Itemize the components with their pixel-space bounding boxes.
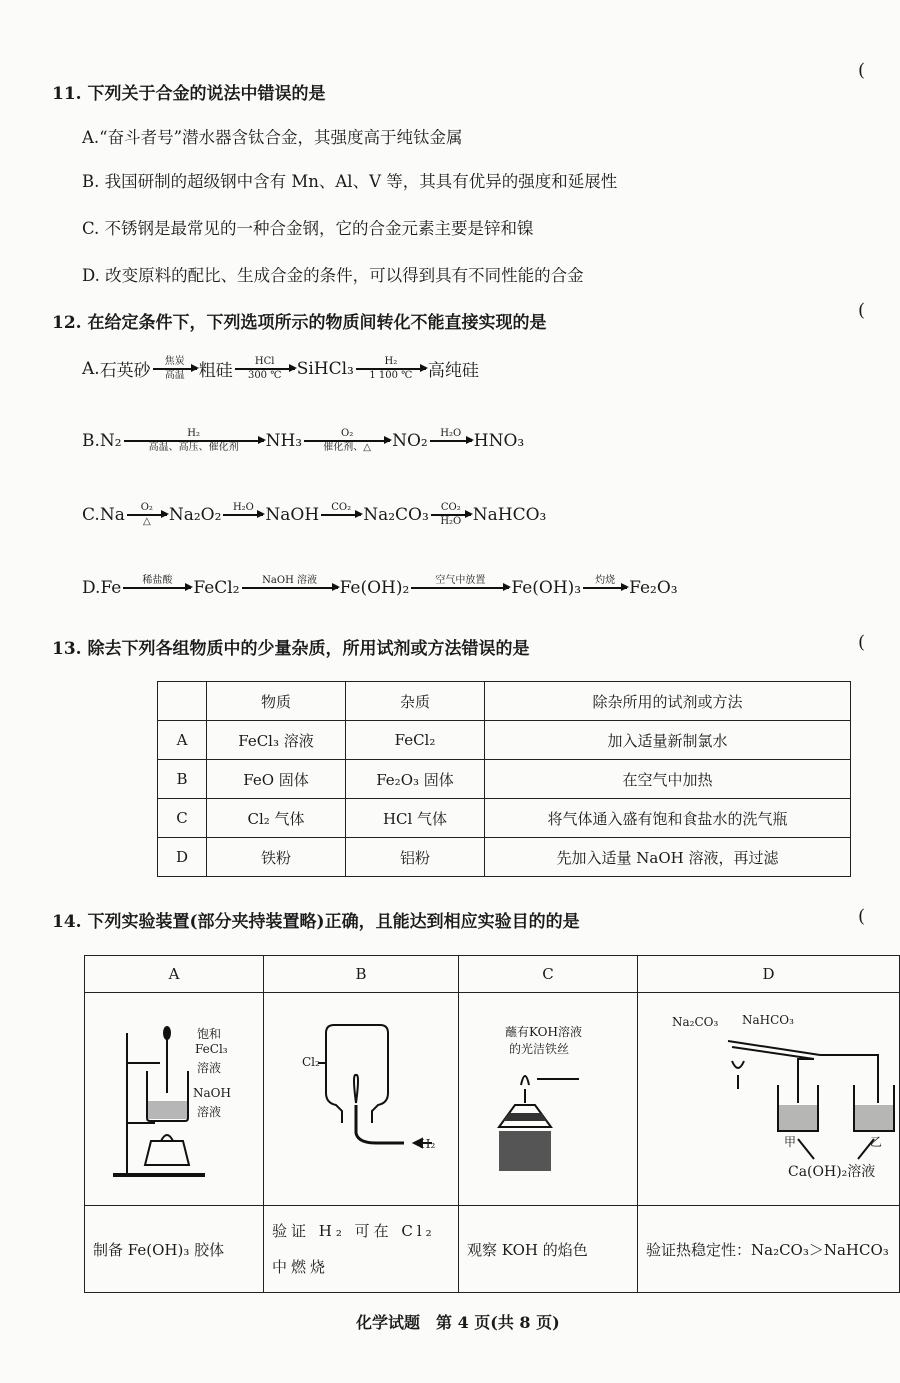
label-solution: 溶液: [197, 1061, 222, 1075]
label-caoh2: Ca(OH)₂溶液: [788, 1164, 876, 1180]
label-naoh: NaOH: [193, 1086, 231, 1100]
table-header-cell: D: [638, 956, 900, 993]
substance: SiHCl₃: [296, 358, 354, 379]
q11-stem: 11. 下列关于合金的说法中错误的是: [52, 84, 326, 104]
table-header-row: [158, 682, 851, 721]
substance: 石英砂: [99, 361, 151, 382]
table-header-cell: [158, 682, 207, 721]
q14-table: [84, 955, 900, 1293]
q11-option-a: A.“奋斗者号”潜水器含钛合金，其强度高于纯钛金属: [82, 128, 463, 147]
label-fecl3: FeCl₃: [195, 1042, 228, 1056]
apparatus-b: [264, 993, 459, 1206]
table-cell: B: [158, 760, 207, 799]
substance: Fe₂O₃: [629, 577, 678, 598]
label-koh-dipped: 蘸有KOH溶液: [505, 1025, 582, 1039]
reaction-arrow: H₂O: [430, 428, 472, 454]
reaction-arrow: CO₂ H₂O: [431, 502, 471, 528]
table-cell: 在空气中加热: [485, 760, 851, 799]
q14-paren: (: [858, 906, 866, 927]
apparatus-b-drawing: [264, 993, 456, 1203]
apparatus-row: [85, 993, 900, 1206]
table-cell: Cl₂ 气体: [207, 799, 346, 838]
q12-option-c: [82, 502, 546, 528]
table-header-cell: B: [264, 956, 459, 993]
table-cell: FeCl₃ 溶液: [207, 721, 346, 760]
table-cell: FeCl₂: [346, 721, 485, 760]
substance: Na: [99, 504, 125, 525]
q12-option-a: [82, 356, 479, 382]
table-cell: HCl 气体: [346, 799, 485, 838]
reaction-arrow: 灼烧: [583, 575, 627, 601]
reaction-arrow: 焦炭 高温: [153, 356, 197, 382]
q11-option-d: D. 改变原料的配比、生成合金的条件，可以得到具有不同性能的合金: [82, 266, 584, 285]
table-cell: D: [158, 838, 207, 877]
table-cell: Fe₂O₃ 固体: [346, 760, 485, 799]
substance: NO₂: [392, 430, 428, 451]
q12-stem: 12. 在给定条件下，下列选项所示的物质间转化不能直接实现的是: [52, 313, 547, 333]
table-row: [158, 721, 851, 760]
reaction-arrow: NaOH 溶液: [242, 575, 338, 601]
substance: FeCl₂: [193, 577, 240, 598]
caption-row: [85, 1206, 900, 1293]
label-cl2: Cl₂: [302, 1055, 320, 1069]
table-cell: 加入适量新制氯水: [485, 721, 851, 760]
q13-paren: (: [858, 632, 866, 653]
apparatus-a-drawing: [85, 993, 261, 1203]
substance: NaHCO₃: [472, 504, 547, 525]
table-header-cell: C: [459, 956, 638, 993]
apparatus-d: [638, 993, 900, 1206]
substance: Fe(OH)₂: [339, 577, 410, 598]
q12-option-d: [82, 575, 678, 601]
label-nahco3: NaHCO₃: [742, 1013, 794, 1027]
substance: 粗硅: [198, 361, 233, 382]
q11-paren: (: [858, 60, 866, 81]
table-cell: FeO 固体: [207, 760, 346, 799]
reaction-arrow: H₂ 1 100 ℃: [356, 356, 426, 382]
table-cell: 将气体通入盛有饱和食盐水的洗气瓶: [485, 799, 851, 838]
label: B.: [82, 430, 100, 451]
label: C.: [82, 504, 100, 525]
q12-option-b: [82, 428, 524, 454]
substance: N₂: [99, 430, 122, 451]
table-header-cell: 物质: [207, 682, 346, 721]
label-yi: 乙: [870, 1135, 883, 1149]
substance: HNO₃: [473, 430, 525, 451]
table-cell: A: [158, 721, 207, 760]
label-jia: 甲: [784, 1135, 797, 1149]
q13-table: [157, 681, 851, 877]
substance: NH₃: [265, 430, 303, 451]
reaction-arrow: O₂ 催化剂、△: [304, 428, 390, 454]
label-clean-wire: 的光洁铁丝: [509, 1042, 570, 1056]
q11-option-c: C. 不锈钢是最常见的一种合金钢，它的合金元素主要是锌和镍: [82, 219, 534, 238]
label: A.: [82, 358, 100, 379]
reaction-arrow: O₂ △: [127, 502, 167, 528]
q11-option-b: B. 我国研制的超级钢中含有 Mn、Al、V 等，其具有优异的强度和延展性: [82, 172, 618, 191]
table-cell: C: [158, 799, 207, 838]
apparatus-c: [459, 993, 638, 1206]
table-cell: 先加入适量 NaOH 溶液，再过滤: [485, 838, 851, 877]
label-h2: H₂: [420, 1137, 436, 1151]
caption-d: 验证热稳定性：Na₂CO₃＞NaHCO₃: [638, 1206, 900, 1293]
table-row: [158, 838, 851, 877]
label-saturated: 饱和: [197, 1027, 222, 1041]
caption-a: 制备 Fe(OH)₃ 胶体: [85, 1206, 264, 1293]
caption-c: 观察 KOH 的焰色: [459, 1206, 638, 1293]
table-cell: 铝粉: [346, 838, 485, 877]
label-na2co3: Na₂CO₃: [672, 1015, 719, 1029]
substance: Fe(OH)₃: [511, 577, 582, 598]
table-header-cell: 杂质: [346, 682, 485, 721]
reaction-arrow: 空气中放置: [411, 575, 509, 601]
page-footer: 化学试题 第 4 页(共 8 页): [356, 1313, 560, 1332]
reaction-arrow: CO₂: [321, 502, 361, 528]
reaction-arrow: 稀盐酸: [123, 575, 191, 601]
q12-paren: (: [858, 300, 866, 321]
reaction-arrow: HCl 300 ℃: [235, 356, 295, 382]
reaction-arrow: H₂ 高温、高压、催化剂: [124, 428, 264, 454]
table-header-cell: 除杂所用的试剂或方法: [485, 682, 851, 721]
table-row: [158, 799, 851, 838]
q13-stem: 13. 除去下列各组物质中的少量杂质，所用试剂或方法错误的是: [52, 639, 530, 659]
substance: NaOH: [265, 504, 320, 525]
table-header-cell: A: [85, 956, 264, 993]
substance: 高纯硅: [427, 361, 479, 382]
substance: Na₂O₂: [168, 504, 222, 525]
label-solution-2: 溶液: [197, 1105, 222, 1119]
reaction-arrow: H₂O: [223, 502, 263, 528]
table-cell: 铁粉: [207, 838, 346, 877]
q14-stem: 14. 下列实验装置(部分夹持装置略)正确，且能达到相应实验目的的是: [52, 912, 580, 932]
substance: Fe: [100, 577, 122, 598]
apparatus-a: [85, 993, 264, 1206]
substance: Na₂CO₃: [363, 504, 429, 525]
table-row: [158, 760, 851, 799]
table-header-row: [85, 956, 900, 993]
caption-b: 验证 H₂ 可在 Cl₂ 中燃烧: [264, 1206, 459, 1293]
label: D.: [82, 577, 101, 598]
